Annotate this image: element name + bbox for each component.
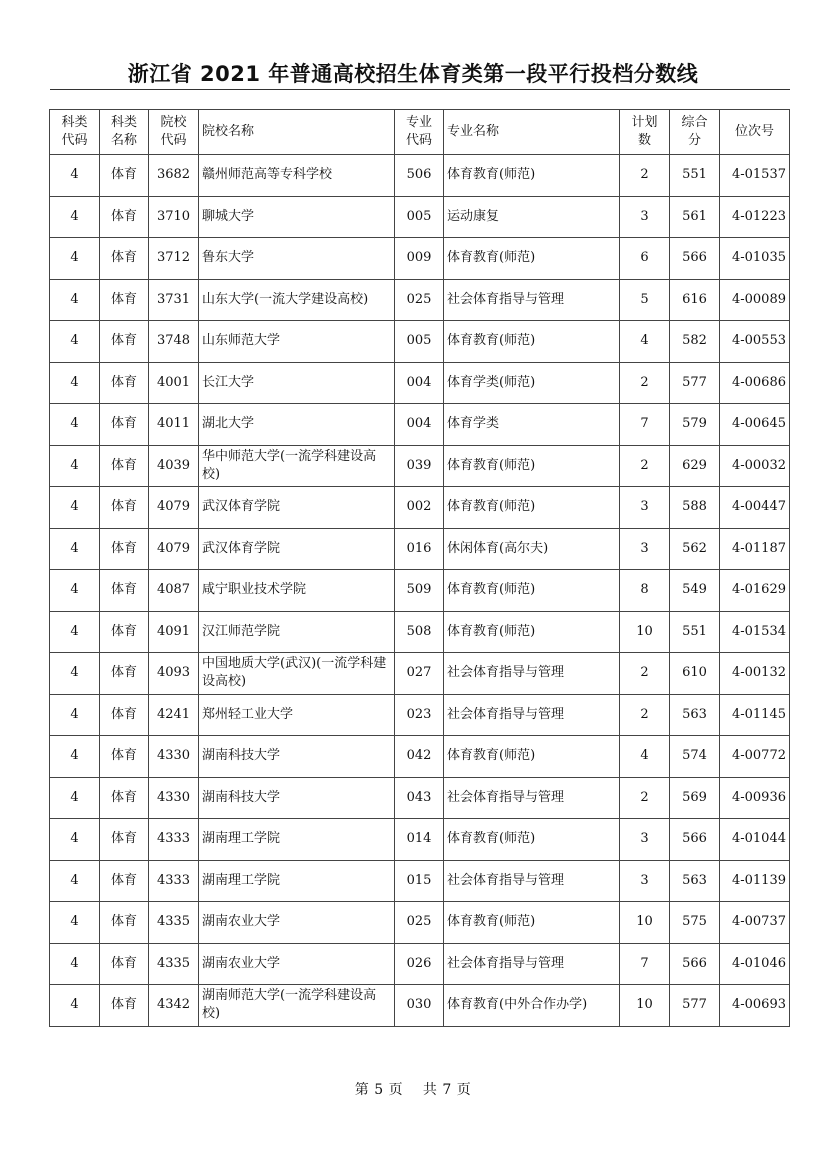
category-code-cell: 4	[50, 694, 100, 736]
total-score-cell: 569	[670, 777, 720, 819]
plan-count-cell: 2	[620, 362, 670, 404]
category-name-cell: 体育	[100, 611, 149, 653]
major-code-cell: 016	[395, 528, 444, 570]
header-category-name: 科类 名称	[100, 110, 149, 155]
plan-count-cell: 3	[620, 487, 670, 529]
plan-count-cell: 3	[620, 860, 670, 902]
major-name-cell: 体育教育(师范)	[444, 736, 620, 778]
category-name-cell: 体育	[100, 819, 149, 861]
plan-count-cell: 3	[620, 528, 670, 570]
total-score-cell: 551	[670, 611, 720, 653]
major-name-cell: 体育教育(师范)	[444, 238, 620, 280]
plan-count-cell: 10	[620, 985, 670, 1027]
table-row	[50, 570, 790, 612]
school-name-cell: 聊城大学	[199, 196, 395, 238]
total-score-cell: 561	[670, 196, 720, 238]
rank-number-cell: 4-00645	[720, 404, 790, 446]
rank-number-cell: 4-01537	[720, 155, 790, 197]
major-name-cell: 体育教育(中外合作办学)	[444, 985, 620, 1027]
rank-number-cell: 4-01187	[720, 528, 790, 570]
table-row	[50, 653, 790, 695]
major-code-cell: 506	[395, 155, 444, 197]
category-code-cell: 4	[50, 611, 100, 653]
category-name-cell: 体育	[100, 943, 149, 985]
header-major-code: 专业 代码	[395, 110, 444, 155]
total-score-cell: 575	[670, 902, 720, 944]
category-name-cell: 体育	[100, 362, 149, 404]
category-name-cell: 体育	[100, 196, 149, 238]
rank-number-cell: 4-01145	[720, 694, 790, 736]
total-score-cell: 551	[670, 155, 720, 197]
rank-number-cell: 4-00737	[720, 902, 790, 944]
total-score-cell: 577	[670, 985, 720, 1027]
category-name-cell: 体育	[100, 736, 149, 778]
table-row	[50, 279, 790, 321]
page-number: 第 5 页	[354, 1082, 404, 1098]
school-code-cell: 4001	[149, 362, 199, 404]
major-code-cell: 002	[395, 487, 444, 529]
rank-number-cell: 4-00772	[720, 736, 790, 778]
major-code-cell: 004	[395, 404, 444, 446]
major-name-cell: 体育教育(师范)	[444, 570, 620, 612]
school-name-cell: 湖南理工学院	[199, 819, 395, 861]
rank-number-cell: 4-01139	[720, 860, 790, 902]
category-code-cell: 4	[50, 155, 100, 197]
category-code-cell: 4	[50, 819, 100, 861]
table-row	[50, 487, 790, 529]
school-name-cell: 汉江师范学院	[199, 611, 395, 653]
table-row	[50, 943, 790, 985]
major-name-cell: 社会体育指导与管理	[444, 777, 620, 819]
major-name-cell: 体育教育(师范)	[444, 487, 620, 529]
school-code-cell: 4087	[149, 570, 199, 612]
category-name-cell: 体育	[100, 860, 149, 902]
category-code-cell: 4	[50, 570, 100, 612]
school-name-cell: 长江大学	[199, 362, 395, 404]
table-row	[50, 694, 790, 736]
total-score-cell: 616	[670, 279, 720, 321]
table-row	[50, 611, 790, 653]
rank-number-cell: 4-01046	[720, 943, 790, 985]
major-code-cell: 015	[395, 860, 444, 902]
table-row	[50, 155, 790, 197]
major-code-cell: 014	[395, 819, 444, 861]
category-name-cell: 体育	[100, 528, 149, 570]
title-underline	[50, 89, 790, 90]
school-code-cell: 3682	[149, 155, 199, 197]
rank-number-cell: 4-01044	[720, 819, 790, 861]
total-score-cell: 566	[670, 819, 720, 861]
table-row	[50, 321, 790, 363]
plan-count-cell: 2	[620, 777, 670, 819]
table-row	[50, 238, 790, 280]
major-code-cell: 030	[395, 985, 444, 1027]
category-name-cell: 体育	[100, 279, 149, 321]
major-name-cell: 体育教育(师范)	[444, 611, 620, 653]
admission-score-table	[49, 109, 790, 1027]
school-name-cell: 山东大学(一流大学建设高校)	[199, 279, 395, 321]
school-name-cell: 湖南师范大学(一流学科建设高校)	[199, 985, 395, 1027]
total-score-cell: 582	[670, 321, 720, 363]
category-name-cell: 体育	[100, 487, 149, 529]
school-name-cell: 湖南科技大学	[199, 777, 395, 819]
school-code-cell: 4091	[149, 611, 199, 653]
plan-count-cell: 10	[620, 611, 670, 653]
plan-count-cell: 7	[620, 404, 670, 446]
school-name-cell: 鲁东大学	[199, 238, 395, 280]
major-name-cell: 休闲体育(高尔夫)	[444, 528, 620, 570]
rank-number-cell: 4-00686	[720, 362, 790, 404]
category-name-cell: 体育	[100, 902, 149, 944]
category-code-cell: 4	[50, 445, 100, 487]
school-code-cell: 4241	[149, 694, 199, 736]
total-score-cell: 577	[670, 362, 720, 404]
total-score-cell: 579	[670, 404, 720, 446]
category-name-cell: 体育	[100, 777, 149, 819]
school-name-cell: 华中师范大学(一流学科建设高校)	[199, 445, 395, 487]
page-title: 浙江省 2021 年普通高校招生体育类第一段平行投档分数线	[127, 62, 699, 86]
table-header-row	[50, 110, 790, 155]
plan-count-cell: 2	[620, 155, 670, 197]
school-code-cell: 4011	[149, 404, 199, 446]
rank-number-cell: 4-00693	[720, 985, 790, 1027]
total-score-cell: 566	[670, 943, 720, 985]
plan-count-cell: 10	[620, 902, 670, 944]
school-name-cell: 武汉体育学院	[199, 487, 395, 529]
school-code-cell: 4335	[149, 902, 199, 944]
category-name-cell: 体育	[100, 570, 149, 612]
major-code-cell: 025	[395, 279, 444, 321]
total-score-cell: 629	[670, 445, 720, 487]
category-name-cell: 体育	[100, 404, 149, 446]
rank-number-cell: 4-01534	[720, 611, 790, 653]
total-score-cell: 563	[670, 694, 720, 736]
rank-number-cell: 4-01035	[720, 238, 790, 280]
school-name-cell: 湖南农业大学	[199, 902, 395, 944]
category-code-cell: 4	[50, 362, 100, 404]
total-score-cell: 588	[670, 487, 720, 529]
major-name-cell: 社会体育指导与管理	[444, 279, 620, 321]
school-name-cell: 赣州师范高等专科学校	[199, 155, 395, 197]
page-total: 共 7 页	[422, 1082, 472, 1098]
school-name-cell: 郑州轻工业大学	[199, 694, 395, 736]
category-name-cell: 体育	[100, 985, 149, 1027]
header-school-code: 院校 代码	[149, 110, 199, 155]
table-row	[50, 404, 790, 446]
school-code-cell: 4330	[149, 736, 199, 778]
rank-number-cell: 4-00553	[720, 321, 790, 363]
major-name-cell: 社会体育指导与管理	[444, 694, 620, 736]
header-plan-count: 计划 数	[620, 110, 670, 155]
table-row	[50, 528, 790, 570]
major-code-cell: 005	[395, 196, 444, 238]
plan-count-cell: 3	[620, 819, 670, 861]
school-name-cell: 中国地质大学(武汉)(一流学科建设高校)	[199, 653, 395, 695]
major-code-cell: 009	[395, 238, 444, 280]
school-code-cell: 3748	[149, 321, 199, 363]
major-code-cell: 005	[395, 321, 444, 363]
table-row	[50, 445, 790, 487]
category-code-cell: 4	[50, 777, 100, 819]
header-rank-number: 位次号	[720, 110, 790, 155]
plan-count-cell: 4	[620, 736, 670, 778]
plan-count-cell: 2	[620, 445, 670, 487]
school-code-cell: 4079	[149, 487, 199, 529]
school-code-cell: 4342	[149, 985, 199, 1027]
plan-count-cell: 3	[620, 196, 670, 238]
major-code-cell: 025	[395, 902, 444, 944]
rank-number-cell: 4-01629	[720, 570, 790, 612]
school-code-cell: 4335	[149, 943, 199, 985]
category-code-cell: 4	[50, 653, 100, 695]
major-name-cell: 体育学类	[444, 404, 620, 446]
rank-number-cell: 4-00447	[720, 487, 790, 529]
major-code-cell: 023	[395, 694, 444, 736]
table-row	[50, 985, 790, 1027]
rank-number-cell: 4-01223	[720, 196, 790, 238]
school-name-cell: 湖北大学	[199, 404, 395, 446]
category-code-cell: 4	[50, 860, 100, 902]
school-code-cell: 4333	[149, 860, 199, 902]
page-footer	[0, 1079, 826, 1099]
table-body	[50, 155, 790, 1027]
major-name-cell: 体育教育(师范)	[444, 819, 620, 861]
major-name-cell: 运动康复	[444, 196, 620, 238]
total-score-cell: 562	[670, 528, 720, 570]
table-row	[50, 860, 790, 902]
major-name-cell: 体育教育(师范)	[444, 902, 620, 944]
major-code-cell: 027	[395, 653, 444, 695]
school-name-cell: 湖南理工学院	[199, 860, 395, 902]
total-score-cell: 574	[670, 736, 720, 778]
major-code-cell: 508	[395, 611, 444, 653]
table-row	[50, 362, 790, 404]
category-name-cell: 体育	[100, 653, 149, 695]
category-code-cell: 4	[50, 404, 100, 446]
category-name-cell: 体育	[100, 321, 149, 363]
category-code-cell: 4	[50, 196, 100, 238]
major-name-cell: 体育学类(师范)	[444, 362, 620, 404]
school-name-cell: 湖南科技大学	[199, 736, 395, 778]
category-code-cell: 4	[50, 736, 100, 778]
table-row	[50, 819, 790, 861]
school-name-cell: 湖南农业大学	[199, 943, 395, 985]
school-name-cell: 武汉体育学院	[199, 528, 395, 570]
category-code-cell: 4	[50, 279, 100, 321]
major-code-cell: 026	[395, 943, 444, 985]
major-code-cell: 004	[395, 362, 444, 404]
major-name-cell: 体育教育(师范)	[444, 155, 620, 197]
category-name-cell: 体育	[100, 155, 149, 197]
category-code-cell: 4	[50, 943, 100, 985]
table-row	[50, 902, 790, 944]
school-name-cell: 咸宁职业技术学院	[199, 570, 395, 612]
school-code-cell: 3712	[149, 238, 199, 280]
rank-number-cell: 4-00032	[720, 445, 790, 487]
rank-number-cell: 4-00936	[720, 777, 790, 819]
school-code-cell: 4333	[149, 819, 199, 861]
school-code-cell: 4093	[149, 653, 199, 695]
major-code-cell: 039	[395, 445, 444, 487]
table-row	[50, 736, 790, 778]
category-code-cell: 4	[50, 321, 100, 363]
major-code-cell: 043	[395, 777, 444, 819]
plan-count-cell: 5	[620, 279, 670, 321]
total-score-cell: 549	[670, 570, 720, 612]
major-name-cell: 社会体育指导与管理	[444, 653, 620, 695]
total-score-cell: 610	[670, 653, 720, 695]
plan-count-cell: 2	[620, 694, 670, 736]
major-name-cell: 社会体育指导与管理	[444, 860, 620, 902]
rank-number-cell: 4-00089	[720, 279, 790, 321]
plan-count-cell: 7	[620, 943, 670, 985]
rank-number-cell: 4-00132	[720, 653, 790, 695]
plan-count-cell: 2	[620, 653, 670, 695]
major-code-cell: 509	[395, 570, 444, 612]
major-code-cell: 042	[395, 736, 444, 778]
school-code-cell: 4330	[149, 777, 199, 819]
category-name-cell: 体育	[100, 694, 149, 736]
school-name-cell: 山东师范大学	[199, 321, 395, 363]
header-category-code: 科类 代码	[50, 110, 100, 155]
total-score-cell: 566	[670, 238, 720, 280]
plan-count-cell: 8	[620, 570, 670, 612]
category-code-cell: 4	[50, 487, 100, 529]
category-code-cell: 4	[50, 528, 100, 570]
table-row	[50, 777, 790, 819]
school-code-cell: 3710	[149, 196, 199, 238]
school-code-cell: 4039	[149, 445, 199, 487]
major-name-cell: 社会体育指导与管理	[444, 943, 620, 985]
plan-count-cell: 6	[620, 238, 670, 280]
total-score-cell: 563	[670, 860, 720, 902]
header-school-name: 院校名称	[199, 110, 395, 155]
category-code-cell: 4	[50, 902, 100, 944]
header-total-score: 综合 分	[670, 110, 720, 155]
table-row	[50, 196, 790, 238]
major-name-cell: 体育教育(师范)	[444, 445, 620, 487]
plan-count-cell: 4	[620, 321, 670, 363]
category-name-cell: 体育	[100, 238, 149, 280]
school-code-cell: 4079	[149, 528, 199, 570]
category-code-cell: 4	[50, 238, 100, 280]
category-code-cell: 4	[50, 985, 100, 1027]
major-name-cell: 体育教育(师范)	[444, 321, 620, 363]
school-code-cell: 3731	[149, 279, 199, 321]
header-major-name: 专业名称	[444, 110, 620, 155]
category-name-cell: 体育	[100, 445, 149, 487]
